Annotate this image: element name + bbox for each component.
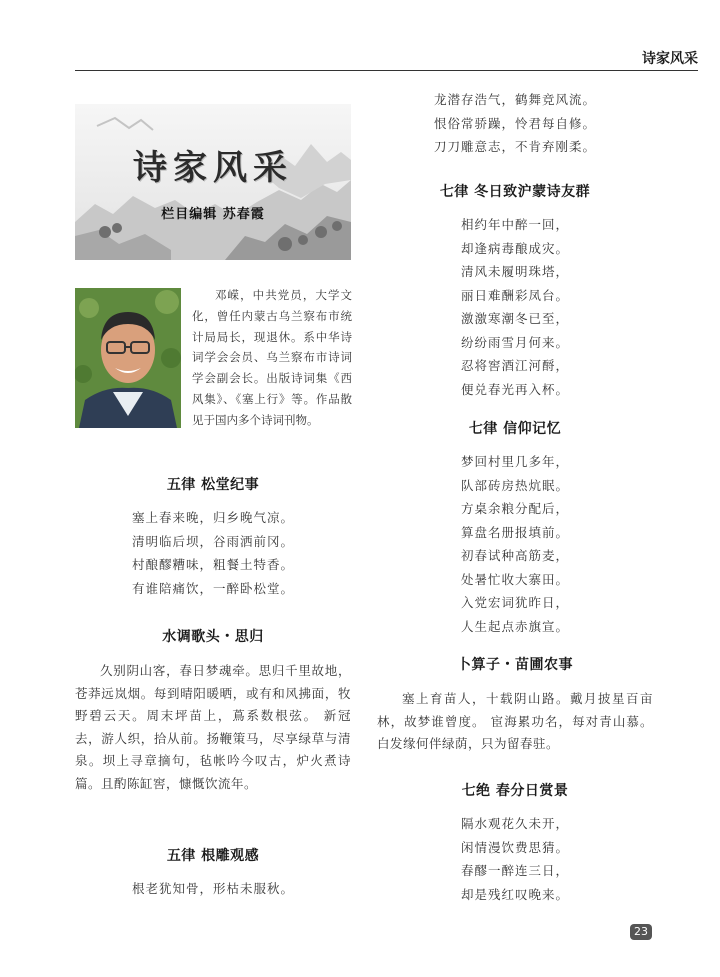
poem-body — [377, 213, 653, 401]
banner-title: 诗家风采 — [133, 148, 293, 188]
poem-body — [377, 88, 653, 159]
author-photo — [75, 288, 181, 428]
poem-line: 闲情漫饮费思猜。 — [460, 839, 569, 855]
poem-line: 清明临后坝，谷雨洒前冈。 — [131, 533, 294, 549]
poem-line: 根老犹知骨，形枯未服秋。 — [131, 881, 294, 896]
poem-line: 龙潜存浩气，鹤舞竞风流。 — [433, 92, 596, 107]
poem-title: 七律 信仰记忆 — [468, 421, 562, 437]
poem-line: 丽日难酬彩凤台。 — [460, 287, 569, 303]
poem-line: 方桌余粮分配后， — [460, 501, 569, 516]
poem-body — [377, 450, 653, 638]
poem-line: 清风未履明珠塔， — [460, 264, 569, 279]
poem-line: 春醪一醉连三日， — [460, 863, 569, 878]
column-banner — [75, 104, 351, 260]
poem-title: 七律 冬日致沪蒙诗友群 — [439, 184, 591, 200]
poem-line: 激激寒潮冬已至， — [460, 311, 569, 326]
poem-line: 刀刀雕意志，不肯弃刚柔。 — [433, 139, 596, 154]
poem-line: 恨俗常骄躁，怜君每自修。 — [433, 115, 596, 131]
header-rule — [75, 70, 698, 71]
poem-line: 人生起点赤旗宣。 — [460, 618, 569, 634]
poem-line: 初春试种高筋麦， — [460, 548, 569, 563]
author-bio: 邓嵘，中共党员，大学文化，曾任内蒙古乌兰察布市统计局局长，现退休。系中华诗词学会会员、乌兰察布市诗词学会副会长。出版诗词集《西风集》、《塞上行》等。作品散见于国内多个诗词刊物。 — [192, 288, 352, 427]
poem-line: 相约年中醉一回， — [460, 217, 569, 232]
poem-block — [75, 474, 351, 600]
poem-block — [75, 845, 351, 901]
poem-line: 村酿醪糟味，粗餐土特香。 — [131, 557, 294, 572]
poem-title: 七绝 春分日赏景 — [461, 783, 569, 799]
poem-line: 处暑忙收大寨田。 — [460, 571, 569, 587]
poem-line: 有谁陪痛饮，一醉卧松堂。 — [131, 580, 294, 596]
column-editor: 栏目编辑 苏春霞 — [161, 207, 265, 222]
poem-body — [377, 812, 653, 906]
poem-continuation — [377, 88, 653, 159]
poem-line: 便兑春光再入杯。 — [460, 381, 569, 397]
poem-title: 五律 松堂纪事 — [166, 477, 260, 493]
poem-title: 五律 根雕观感 — [166, 848, 260, 864]
poem-block — [377, 181, 653, 401]
page-number: 23 — [630, 924, 652, 940]
poem-prose: 久别阴山客，春日梦魂牵。思归千里故地，苍莽远岚烟。每到晴阳暖晒，或有和风拂面，牧野碧云天。周末坪苗上，蔦系数根弦。 新冠去，游人织，拾从前。扬鞭策马，尽享绿草与清泉。坝上寻章摘句，毡帐吟今叹古，炉火煮诗篇。且酌陈缸窖，慷慨饮流年。 — [75, 663, 351, 791]
poem-line: 隔水观花久未开， — [460, 816, 569, 831]
poem-title: 水调歌头・思归 — [162, 629, 264, 645]
poem-line: 却逢病毒酿成灾。 — [460, 240, 569, 256]
poem-block — [377, 418, 653, 638]
section-header: 诗家风采 — [642, 51, 698, 67]
poem-line: 入党宏词犹昨日， — [460, 595, 569, 610]
poem-line: 忍将窖酒江河酹， — [460, 358, 569, 373]
poem-block — [377, 654, 653, 756]
poem-line: 梦回村里几多年， — [460, 454, 569, 469]
poem-block — [75, 626, 351, 796]
poem-block — [377, 780, 653, 906]
poem-prose: 塞上育苗人，十载阴山路。戴月披星百亩林，故梦谁曾度。 宦海累功名，每对青山慕。白发缘何伴绿荫，只为留春驻。 — [377, 691, 653, 752]
poem-line: 队部砖房热炕眠。 — [460, 477, 569, 493]
poem-body — [75, 506, 351, 600]
poem-line: 算盘名册报填前。 — [460, 524, 569, 540]
poem-line: 塞上春来晚，归乡晚气凉。 — [131, 510, 294, 525]
poem-title: 卜算子・苗圃农事 — [457, 657, 573, 673]
poem-body — [75, 877, 351, 901]
poem-line: 纷纷雨雪月何来。 — [460, 334, 569, 350]
poem-line: 却是残红叹晚来。 — [460, 886, 569, 902]
